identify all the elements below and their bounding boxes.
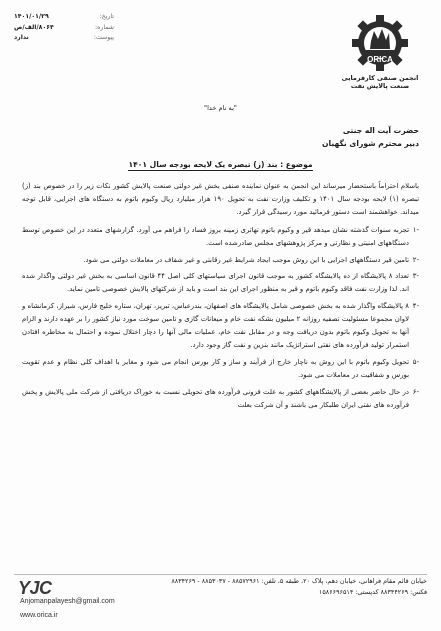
subject-line <box>0 160 441 169</box>
list-item-number: -۲ <box>412 255 419 264</box>
list-item <box>22 224 419 250</box>
addressee-block <box>119 124 419 150</box>
footer-contact: فکس: ۸۸۳۴۴۲۶۹ کدپستی: ۱۵۸۶۶۹۶۵۱۴ <box>318 587 427 596</box>
orica-logo <box>340 14 420 90</box>
footer-address: خیابان قائم مقام فراهانی، خیابان دهم، پلاک ۲۰، طبقه ۵، تلفن: ۸۸۵۷۲۹۶۱ - ۸۸۵۳۰۳۷ - ۸۸۳۴۲۶۹ <box>171 577 427 585</box>
number-label: شماره: <box>95 23 114 31</box>
list-item-text: در حال حاضر بعضی از پالایشگاههای کشور به علت فزونی فرآورده های تحویلی نسبت به خوراک دریافتی از شرکت ملی پالایش و پخش فرآورده های نفتی ایران طلبکار می باشند و آن شرکت بعلت <box>22 387 409 409</box>
attachment-value: ندارد <box>14 34 29 41</box>
addressee-line1: حضرت آیت اله جنتی <box>342 126 419 135</box>
footer-website-link[interactable]: www.orica.ir <box>20 612 58 619</box>
gear-logo-icon <box>351 14 409 72</box>
org-name-line1: انجمن صنفی کارفرمایی <box>341 74 419 82</box>
number-value: ۸۰۶۴/الف/ص <box>14 23 54 31</box>
intro-paragraph: باسلام احتراماً باستحضار میرساند این انجمن به عنوان نماینده صنفی بخش غیر دولتی صنعت پالایش کشور نکات زیر را در خصوص بند (ز) تبصره (۱) لایحه بودجه سال ۱۴۰۱ و تکلیف وزارت نفت به تحویل ۱۹۰ هزار میلیارد ریال وکیوم باتوم به دستگاه های اجرایی، قابل توجه میداند. خواهشمند است دستور فرمائید مورد رسیدگی قرار گیرد. <box>22 182 419 216</box>
logo-text: ORICA <box>367 55 393 64</box>
list-item-text: تامین قیر دستگاههای اجرایی با این روش موجب ایجاد شرایط غیر رقابتی و غیر شفاف در معاملات دولتی می شود. <box>83 255 409 264</box>
addressee-line2: دبیر محترم شورای نگهبان <box>322 139 419 148</box>
number-row <box>14 23 114 34</box>
list-item-text: ۸ پالایشگاه واگذار شده به بخش خصوصی شامل پالایشگاه های اصفهان، بندرعباس، تبریز، تهران، ستاره خلیج فارس، شیراز، کرمانشاه و لاوان مجموعا مسئولیت تصفیه روزانه ۲ میلیون بشکه نفت خام و میعانات گازی و تامین سوخت مورد نیاز کشور را بر عهده دارند و الزام آنها به تحویل وکیوم باتوم بدون دریافت وجه و در مقابل نفت خام، عملیات مالی آنها را دچار اختلال نموده و احتمال به مخاطره افتادن استمرار تولید فرآورده های نفتی استراتژیک مانند بنزین و نفت گاز وجود دارد. <box>22 302 409 349</box>
list-item-text: تحویل وکیوم باتوم با این روش به ناچار خارج از فرآیند و ساز و کار بورس انجام می شود و مغایر با اهداف کلی نظام و عدم تقویت بورس و شفافیت در معاملات می شود. <box>22 357 409 379</box>
basmala: "به نام خدا" <box>204 104 237 112</box>
list-item-number: -۱ <box>412 225 419 234</box>
list-item-number: -۳ <box>412 272 419 281</box>
date-value: ۱۴۰۱/۰۱/۲۹ <box>14 13 49 20</box>
list-item <box>22 356 419 382</box>
date-row <box>14 12 114 23</box>
org-name-line2: صنعت پالایش نفت <box>350 82 410 90</box>
attachment-row <box>14 33 114 44</box>
list-item <box>22 254 419 267</box>
list-item <box>22 300 419 352</box>
attachment-label: پیوست: <box>93 34 114 41</box>
date-label: تاریخ: <box>99 13 114 20</box>
list-item-text: تجربه سنوات گذشته نشان میدهد قیر و وکیوم باتوم تهاتری زمینه بروز فساد را فراهم می آورد. گزارشهای متعدد در این خصوص توسط دستگاههای امنیتی و نظارتی و مرکز پژوهشهای مجلس صادرشده است. <box>22 225 409 247</box>
list-item <box>22 386 419 412</box>
list-item-number: -۵ <box>412 357 419 366</box>
footer-divider <box>14 574 427 575</box>
list-item-number: -۶ <box>412 387 419 396</box>
list-item <box>22 270 419 296</box>
subject-text: موضوع : بند (ز) تبصره یک لایحه بودجه سال ۱۴۰۱ <box>128 160 313 169</box>
letter-body <box>22 180 419 416</box>
list-item-text: تعداد ۸ پالایشگاه از ده پالایشگاه کشور به موجب قانون اجرای سیاستهای کلی اصل ۴۴ قانون اساسی به بخش غیر دولتی واگذار شده اند. لذا وزارت نفت فاقد وکیوم باتوم و قیر به منظور اجرای این بند است و باید از شرکتهای پالایش خصوصی تامین نماید. <box>22 272 409 294</box>
letter-meta <box>14 12 114 44</box>
yjc-watermark: YJC <box>18 578 52 598</box>
list-item-number: -۴ <box>412 302 419 311</box>
footer-email-link[interactable]: Anjomanpalayesh@gmail.com <box>20 598 115 605</box>
